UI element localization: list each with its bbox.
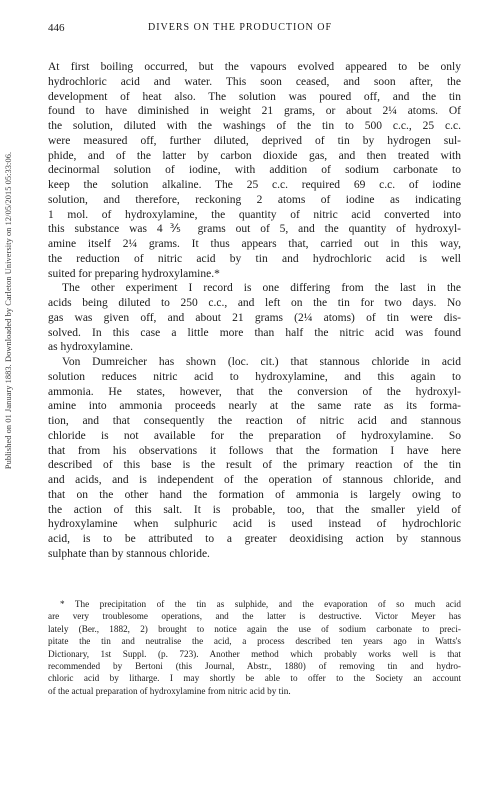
text-line: that from his observations it follows that the formation I have here: [48, 444, 461, 457]
footnote-line: Dictionary, 1st Suppl. (p. 723). Another method which probably works well is that: [48, 648, 461, 659]
text-line: found to have diminished in weight 21 grams, or about 2¼ atoms. Of: [48, 105, 461, 118]
paragraph-3: [48, 355, 461, 562]
text-line: as hydroxylamine.: [48, 341, 133, 354]
footnote-line: recommended by Bertoni (this Journal, Abstr., 1880) of removing tin and hydro-: [48, 661, 461, 672]
text-line: gas was given off, and about 21 grams (2¼ atoms) of tin were dis-: [48, 311, 461, 324]
paragraph-1: [48, 60, 461, 281]
text-line: tion, and that consequently the reaction of nitric acid and stannous: [48, 415, 461, 427]
text-line: At first boiling occurred, but the vapours evolved appeared to be only: [48, 61, 461, 73]
footnote-line: are very troublesome operations, and the latter is destructive. Victor Meyer has: [48, 611, 461, 622]
text-line: Von Dumreicher has shown (loc. cit.) that stannous chloride in acid: [62, 356, 461, 368]
text-line: described of this base is the result of the primary reaction of the tin: [48, 459, 461, 472]
footnote-line: pitate the tin and neutralise the acid, a process described ten years ago in Watts's: [48, 636, 461, 647]
text-line: keep the solution alkaline. The 25 c.c. required 69 c.c. of iodine: [48, 179, 461, 191]
running-head-title: DIVERS ON THE PRODUCTION OF: [148, 22, 333, 33]
text-line: suited for preparing hydroxylamine.*: [48, 267, 220, 280]
text-line: ammonia. He states, however, that the conversion of the hydroxyl-: [48, 385, 461, 398]
running-head: [48, 22, 448, 36]
body-text: [48, 60, 461, 562]
text-line: decinormal solution of iodine, with addition of sodium carbonate to: [48, 164, 461, 177]
text-line: solution, and therefore, reckoning 2 atoms of iodine as indicating: [48, 193, 461, 206]
paragraph-2: [48, 281, 461, 355]
text-line: chloride is not available for the preparation of hydroxylamine. So: [48, 429, 461, 442]
text-line: this substance was 4⅗ grams out of 5, and the quantity of hydroxyl-: [48, 223, 461, 236]
page-number: 446: [48, 22, 65, 34]
text-line: acid, is to be attributed to a greater deoxidising action by stannous: [48, 533, 461, 545]
download-stamp: [2, 40, 16, 580]
text-line: development of heat also. The solution was poured off, and the tin: [48, 90, 461, 103]
text-line: hydroxylamine when sulphuric acid is used instead of hydrochloric: [48, 518, 461, 531]
text-line: sulphate than by stannous chloride.: [48, 547, 210, 560]
text-line: the reduction of nitric acid by tin and hydrochloric acid is well: [48, 252, 461, 265]
footnote-line: * The precipitation of the tin as sulphide, and the evaporation of so much acid: [60, 599, 461, 609]
text-line: hydrochloric acid and water. This soon ceased, and soon after, the: [48, 75, 461, 88]
text-line: 1 mol. of hydroxylamine, the quantity of nitric acid converted into: [48, 208, 461, 221]
text-line: phide, and of the latter by carbon dioxide gas, and then treated with: [48, 149, 461, 162]
footnote-line: lately (Ber., 1882, 2) brought to notice again the use of sodium carbonate to preci-: [48, 623, 461, 634]
text-line: solution reduces nitric acid to hydroxylamine, and this again to: [48, 370, 461, 383]
footnote-line: chloric acid by litharge. I may shortly be able to offer to the Society an account: [48, 673, 461, 684]
text-line: amine into ammonia proceeds nearly at the same rate as its forma-: [48, 400, 461, 413]
text-line: the action of this salt. It is probable, too, that the smaller yield of: [48, 503, 461, 516]
text-line: the solution, diluted with the washings of the tin to 500 c.c., 25 c.c.: [48, 120, 461, 132]
footnote: [48, 598, 461, 697]
text-line: that on the other hand the formation of ammonia is largely owing to: [48, 488, 461, 501]
download-stamp-text: Published on 01 January 1883. Downloaded by Carleton University on 12/05/2015 05:33:06.: [4, 151, 14, 469]
text-line: and acids, and is independent of the operation of stannous chloride, and: [48, 474, 461, 486]
text-line: amine itself 2¼ grams. It thus appears that, carried out in this way,: [48, 238, 461, 250]
footnote-line: of the actual preparation of hydroxylamine from nitric acid by tin.: [48, 685, 291, 696]
text-line: were measured off, further diluted, deprived of tin by hydrogen sul-: [48, 134, 461, 147]
text-line: The other experiment I record is one differing from the last in the: [62, 282, 461, 295]
text-line: acids being diluted to 250 c.c., and left on the tin for two days. No: [48, 297, 461, 309]
text-line: solved. In this case a little more than half the nitric acid was found: [48, 326, 461, 339]
